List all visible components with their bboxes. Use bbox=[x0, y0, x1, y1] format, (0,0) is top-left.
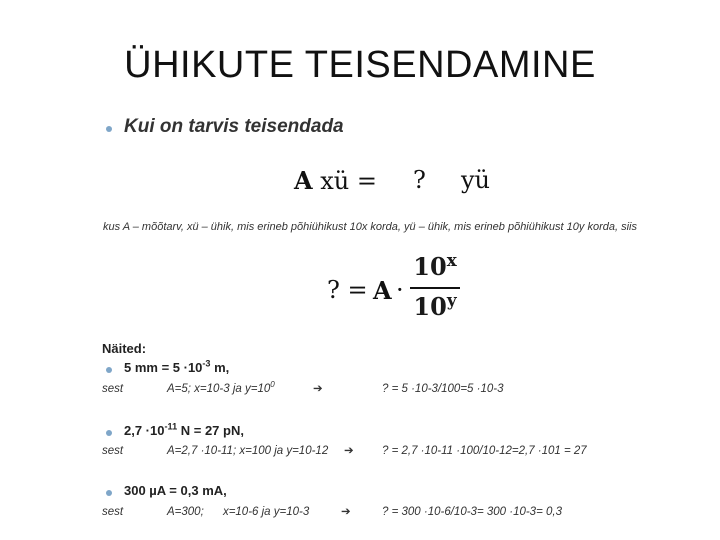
explanation-line: kus A – mõõtarv, xü – ühik, mis erineb põhiühikust 10x korda, yü – ühik, mis erineb põhiühikust 10y korda, siis bbox=[103, 221, 637, 233]
example-heading bbox=[124, 423, 244, 438]
example-result: ? = 300 ·10-6/10-3= 300 ·10-3= 0,3 bbox=[382, 506, 562, 518]
bullet-icon bbox=[106, 367, 112, 373]
eq-left-unit: xü = bbox=[320, 167, 377, 195]
example-given-text: A=5; x=10-3 ja y=10 bbox=[167, 383, 271, 395]
formula-left: ? = bbox=[327, 276, 368, 304]
eq-measure: A bbox=[294, 166, 313, 195]
arrow-icon: ➔ bbox=[341, 506, 351, 518]
numerator-base: 10 bbox=[413, 252, 447, 281]
examples-label: Näited: bbox=[102, 341, 147, 356]
bullet-icon bbox=[106, 430, 112, 436]
eq-right-unit: yü bbox=[461, 166, 491, 194]
example-head: 2,7 ·10 bbox=[124, 423, 165, 438]
example-head-exponent: -11 bbox=[164, 421, 178, 432]
denominator-exponent: y bbox=[446, 290, 457, 310]
fraction-denominator bbox=[410, 292, 460, 321]
example-head: 300 µA = 0,3 mA, bbox=[124, 483, 227, 498]
eq-unknown: ? bbox=[413, 166, 426, 194]
fraction-numerator bbox=[410, 252, 460, 281]
example-sest: sest bbox=[102, 445, 124, 457]
bullet-icon bbox=[106, 490, 112, 496]
example-head: 5 mm = 5 ·10 bbox=[124, 360, 203, 375]
example-sest: sest bbox=[102, 383, 124, 395]
numerator-exponent: x bbox=[446, 250, 457, 270]
formula-dot: · bbox=[396, 276, 404, 304]
arrow-icon: ➔ bbox=[313, 383, 323, 395]
formula-measure: A bbox=[373, 276, 392, 305]
example-given bbox=[167, 380, 275, 395]
example-result: ? = 5 ·10-3/100=5 ·10-3 bbox=[382, 383, 504, 395]
example-sest: sest bbox=[102, 506, 124, 518]
fraction-bar bbox=[410, 287, 460, 289]
example-heading bbox=[124, 360, 229, 375]
explanation-text bbox=[103, 220, 703, 234]
conversion-equation bbox=[294, 166, 377, 195]
example-head-exponent: -3 bbox=[202, 358, 211, 369]
example-given: A=300; x=10-6 ja y=10-3 bbox=[167, 506, 310, 518]
denominator-base: 10 bbox=[413, 292, 447, 321]
page-title: ÜHIKUTE TEISENDAMINE bbox=[124, 44, 596, 86]
example-heading bbox=[124, 483, 227, 498]
example-given: A=2,7 ·10-11; x=100 ja y=10-12 bbox=[167, 445, 329, 457]
example-head-tail: N = 27 pN, bbox=[177, 423, 244, 438]
section-heading: Kui on tarvis teisendada bbox=[124, 116, 344, 137]
arrow-icon: ➔ bbox=[344, 445, 354, 457]
example-head-tail: m, bbox=[210, 360, 230, 375]
example-given-exponent: 0 bbox=[270, 380, 275, 390]
bullet-icon bbox=[106, 126, 112, 132]
example-result: ? = 2,7 ·10-11 ·100/10-12=2,7 ·101 = 27 bbox=[382, 445, 587, 457]
